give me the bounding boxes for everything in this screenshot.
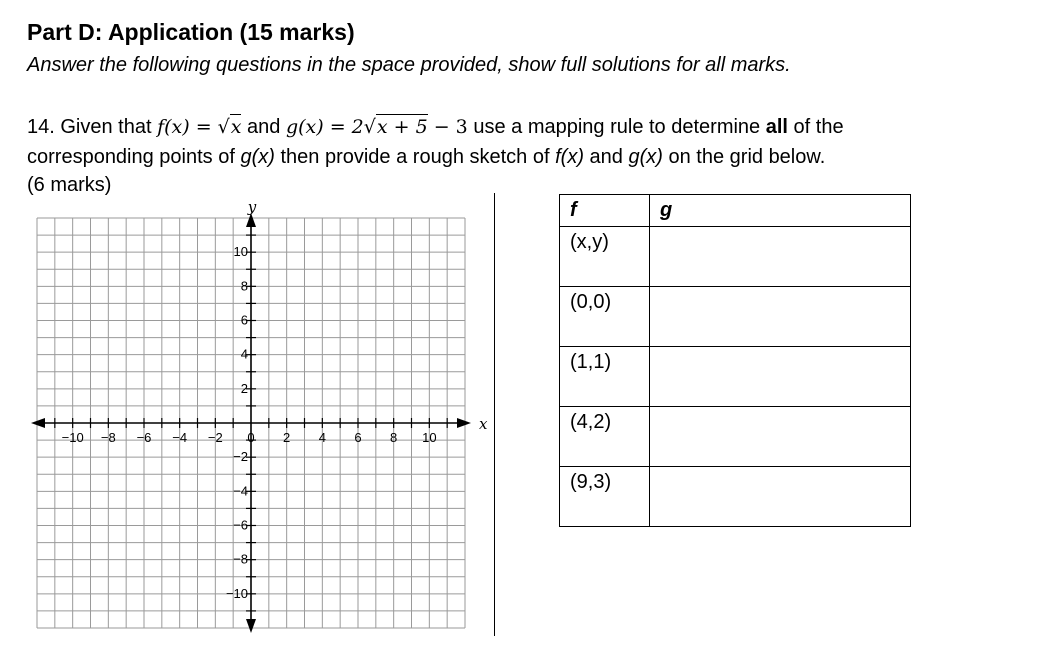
coordinate-grid[interactable] <box>0 0 500 656</box>
g-radicand: x + 5 <box>376 116 428 138</box>
header-g: g <box>650 195 911 227</box>
part-heading: Part D: Application (15 marks) <box>27 19 355 45</box>
x-tick-label: 10 <box>422 430 437 445</box>
x-tick-label: −2 <box>207 430 223 445</box>
x-tick-label: −4 <box>172 430 188 445</box>
f-definition: f(x) = √x <box>157 116 242 138</box>
y-tick-label: −2 <box>233 449 248 465</box>
axes <box>31 213 471 633</box>
y-axis-label: y <box>247 198 257 216</box>
x-tick-label: 6 <box>354 430 362 445</box>
f-point: (9,3) <box>560 467 650 527</box>
y-axis-arrow-down <box>246 619 256 633</box>
f-point: (1,1) <box>560 347 650 407</box>
axis-labels <box>62 198 488 601</box>
g-ref-1: g(x) <box>240 146 275 168</box>
y-tick-label: −6 <box>233 517 248 533</box>
question-line-2: corresponding points of g(x) then provide a rough sketch of f(x) and g(x) on the grid below. <box>27 146 826 168</box>
mapping-table <box>559 194 911 527</box>
g-point-input[interactable] <box>650 227 911 287</box>
y-tick-label: −8 <box>233 551 248 567</box>
x-tick-label: −8 <box>100 430 116 445</box>
table-row <box>560 407 911 467</box>
y-tick-label: 2 <box>240 380 248 396</box>
table-row <box>560 287 911 347</box>
g-point-input[interactable] <box>650 467 911 527</box>
x-tick-label: −6 <box>136 430 152 445</box>
x-axis-arrow-right <box>457 418 471 428</box>
x-tick-label: 4 <box>318 430 326 445</box>
y-tick-label: −4 <box>233 483 248 499</box>
f-point: (x,y) <box>560 227 650 287</box>
y-tick-label: −10 <box>225 585 248 601</box>
y-tick-label: 8 <box>240 278 248 294</box>
f-radicand: x <box>230 116 242 138</box>
question-after-formulas: use a mapping rule to determine <box>467 116 766 138</box>
y-tick-label: 10 <box>233 244 248 260</box>
f-point: (0,0) <box>560 287 650 347</box>
question-marks: (6 marks) <box>27 174 112 196</box>
conjunction: and <box>241 116 286 138</box>
x-tick-label: −10 <box>61 430 84 445</box>
table-row <box>560 347 911 407</box>
x-tick-label: 8 <box>390 430 398 445</box>
x-axis-label: x <box>479 415 488 433</box>
x-tick-label: 2 <box>283 430 291 445</box>
table-row <box>560 227 911 287</box>
g-point-input[interactable] <box>650 347 911 407</box>
g-point-input[interactable] <box>650 287 911 347</box>
f-ref: f(x) <box>555 146 584 168</box>
y-tick-label: 6 <box>240 312 248 328</box>
x-axis-arrow-left <box>31 418 45 428</box>
g-definition: g(x) = 2√x + 5 − 3 <box>285 116 468 138</box>
question-bold-word: all <box>765 116 788 138</box>
y-tick-label: 4 <box>240 346 248 362</box>
g-point-input[interactable] <box>650 407 911 467</box>
g-ref-2: g(x) <box>628 146 663 168</box>
header-f: f <box>560 195 650 227</box>
vertical-divider <box>494 193 495 636</box>
part-instructions: Answer the following questions in the space provided, show full solutions for all marks. <box>27 54 791 76</box>
table-row <box>560 467 911 527</box>
x-tick-label: 0 <box>247 430 255 445</box>
question-after-bold: of the <box>787 116 844 138</box>
question-intro: 14. Given that <box>27 116 158 138</box>
f-point: (4,2) <box>560 407 650 467</box>
